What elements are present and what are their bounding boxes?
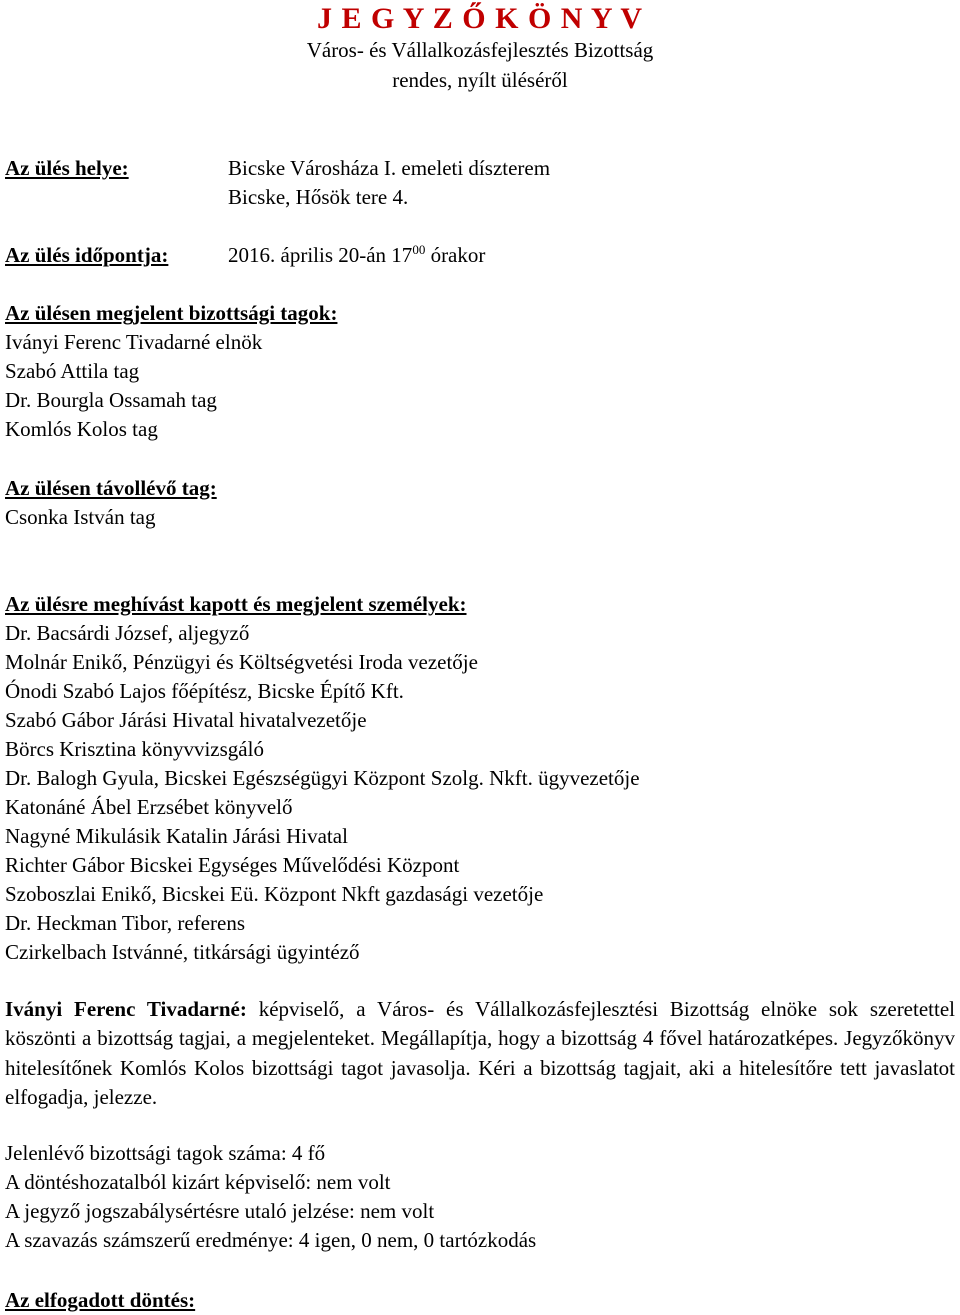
- vote-line: A döntéshozatalból kizárt képviselő: nem volt: [5, 1170, 391, 1194]
- place-line-2: Bicske, Hősök tere 4.: [228, 185, 409, 209]
- vote-line: A jegyző jogszabálysértésre utaló jelzése: nem volt: [5, 1199, 435, 1223]
- list-item: Dr. Bacsárdi József, aljegyző: [5, 621, 250, 645]
- time-label: Az ülés időpontja:: [5, 243, 169, 267]
- invited-heading: Az ülésre meghívást kapott és megjelent személyek:: [5, 592, 467, 616]
- absent-member: Csonka István tag: [5, 505, 156, 529]
- list-item: Richter Gábor Bicskei Egységes Művelődési Központ: [5, 853, 460, 877]
- list-item: Katonáné Ábel Erzsébet könyvelő: [5, 795, 293, 819]
- list-item: Szoboszlai Enikő, Bicskei Eü. Központ Nkft gazdasági vezetője: [5, 882, 544, 906]
- list-item: Szabó Gábor Járási Hivatal hivatalvezetője: [5, 708, 367, 732]
- absent-heading: Az ülésen távollévő tag:: [5, 476, 217, 500]
- chair-speech: [5, 995, 955, 1112]
- document-title: J E G Y Z Ő K Ö N Y V: [316, 2, 644, 35]
- present-list: [5, 328, 262, 444]
- meeting-time: [228, 241, 485, 270]
- vote-line: Jelenlévő bizottsági tagok száma: 4 fő: [5, 1141, 326, 1165]
- list-item: Ónodi Szabó Lajos főépítész, Bicske Építő Kft.: [5, 679, 404, 703]
- time-superscript: 00: [412, 242, 426, 257]
- list-item: Dr. Balogh Gyula, Bicskei Egészségügyi Központ Szolg. Nkft. ügyvezetője: [5, 766, 640, 790]
- list-item: Czirkelbach Istvánné, titkársági ügyintéző: [5, 940, 360, 964]
- list-item: Börcs Krisztina könyvvizsgáló: [5, 737, 264, 761]
- vote-line: A szavazás számszerű eredménye: 4 igen, 0 nem, 0 tartózkodás: [5, 1228, 537, 1252]
- list-item: Nagyné Mikulásik Katalin Járási Hivatal: [5, 824, 348, 848]
- invited-list: [5, 619, 640, 967]
- decision-heading: Az elfogadott döntés:: [5, 1288, 196, 1312]
- present-heading: Az ülésen megjelent bizottsági tagok:: [5, 301, 338, 325]
- list-item: Komlós Kolos tag: [5, 417, 158, 441]
- time-suffix: órakor: [425, 243, 486, 267]
- list-item: Szabó Attila tag: [5, 359, 140, 383]
- place-line-1: Bicske Városháza I. emeleti díszterem: [228, 156, 551, 180]
- list-item: Dr. Heckman Tibor, referens: [5, 911, 246, 935]
- list-item: Iványi Ferenc Tivadarné elnök: [5, 330, 263, 354]
- committee-name: Város- és Vállalkozásfejlesztés Bizottság: [306, 38, 654, 62]
- time-prefix: 2016. április 20-án 17: [228, 243, 413, 267]
- speaker-name: Iványi Ferenc Tivadarné:: [5, 997, 247, 1021]
- meeting-type: rendes, nyílt üléséről: [392, 68, 568, 92]
- speech-text: képviselő, a Város- és Vállalkozásfejlesztési Bizottság elnöke sok szeretettel köszönti a bizottság tagjai, a megjelenteket. Megállapítja, hogy a bizottság 4 fővel határozatképes. Jegyzőkönyv hitelesítőnek Komlós Kolos bizottsági tagot javasolja. Kéri a bizottság tagjait, aki a hitelesítőre tett javaslatot elfogadja, jelezze.: [5, 997, 955, 1109]
- list-item: Dr. Bourgla Ossamah tag: [5, 388, 217, 412]
- vote-summary: [5, 1139, 536, 1255]
- place-label: Az ülés helye:: [5, 156, 129, 180]
- list-item: Molnár Enikő, Pénzügyi és Költségvetési Iroda vezetője: [5, 650, 478, 674]
